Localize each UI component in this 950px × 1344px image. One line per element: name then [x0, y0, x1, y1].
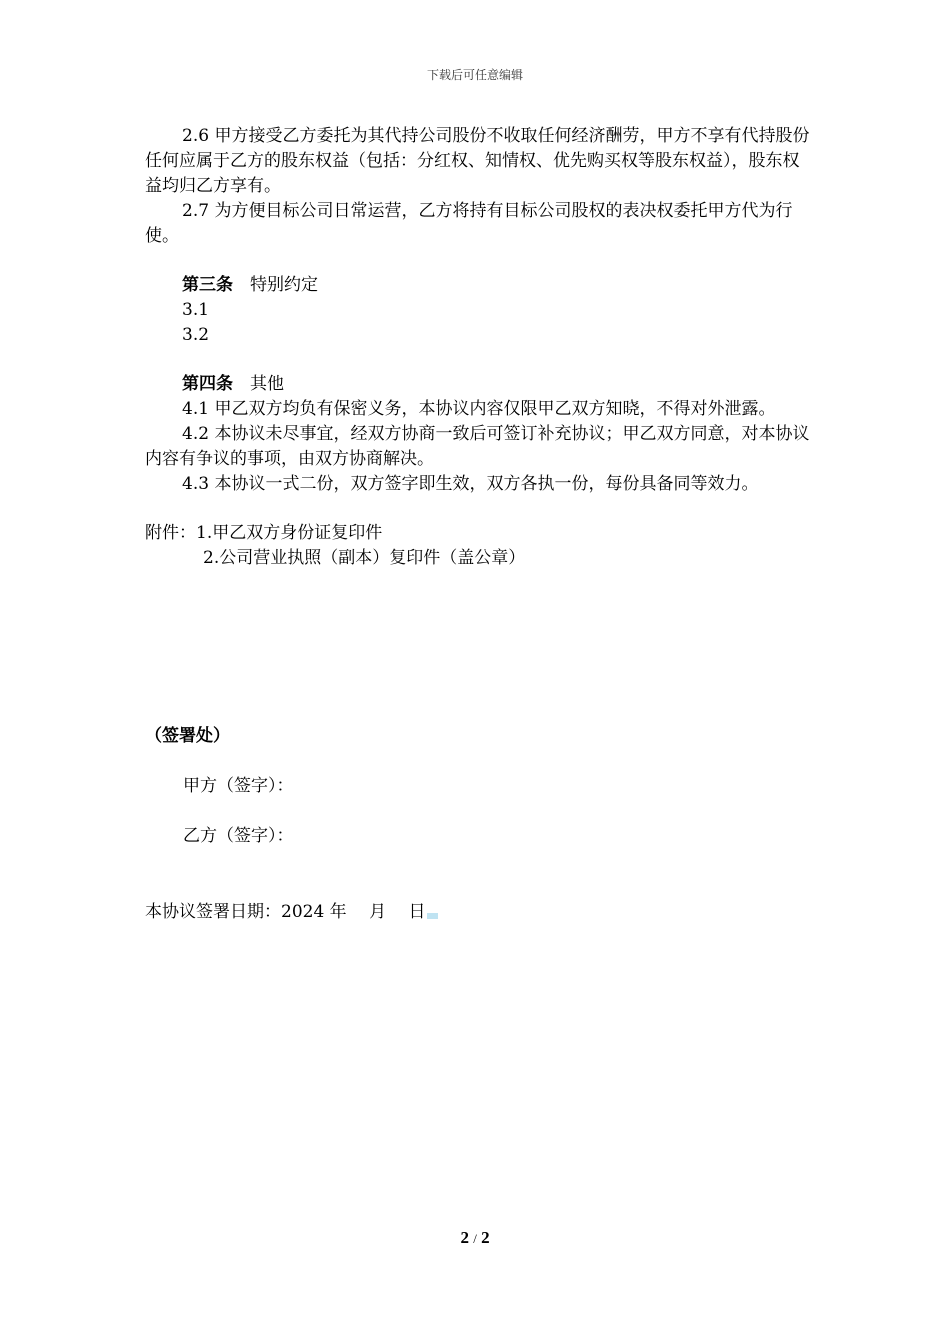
article-3-name: 特别约定: [250, 275, 318, 295]
attachment-line-1: [145, 521, 815, 546]
attachment-item-2: 2.公司营业执照（副本）复印件（盖公章）: [203, 548, 526, 568]
party-a-signature: 甲方（签字）：: [183, 776, 294, 796]
article-3-heading: [145, 273, 815, 298]
article-4-name: 其他: [250, 374, 284, 394]
page-number: [0, 1228, 950, 1248]
document-body: [145, 124, 815, 571]
party-b-signature: 乙方（签字）：: [183, 826, 294, 846]
page-current: 2: [460, 1228, 469, 1247]
signature-section-title: （签署处）: [145, 726, 230, 746]
clause-2-7: 2.7 为方便目标公司日常运营，乙方将持有目标公司股权的表决权委托甲方代为行使。: [145, 201, 793, 246]
clause-4-2: 4.2 本协议未尽事宜，经双方协商一致后可签订补充协议；甲乙双方同意，对本协议内容有争议的事项，由双方协商解决。: [145, 424, 810, 469]
clause-4-3: 4.3 本协议一式二份，双方签字即生效，双方各执一份，每份具备同等效力。: [182, 474, 759, 494]
text-cursor-marker: [427, 913, 438, 919]
signing-date: 本协议签署日期：2024 年 月 日: [145, 902, 426, 922]
article-4-number: 第四条: [182, 374, 233, 394]
clause-4-1: 4.1 甲乙双方均负有保密义务，本协议内容仅限甲乙双方知晓，不得对外泄露。: [182, 399, 776, 419]
signing-date-line: [145, 897, 438, 922]
clause-2-6: 2.6 甲方接受乙方委托为其代持公司股份不收取任何经济酬劳，甲方不享有代持股份任何应属于乙方的股东权益（包括：分红权、知情权、优先购买权等股东权益），股东权益均归乙方享有。: [145, 126, 810, 196]
article-3-number: 第三条: [182, 275, 233, 295]
attachment-label: 附件：: [145, 523, 196, 543]
clause-3-1: 3.1: [182, 300, 210, 320]
clause-3-2: 3.2: [182, 325, 210, 345]
attachment-item-1: 1.甲乙双方身份证复印件: [196, 523, 383, 543]
page-header: 下载后可任意编辑: [426, 68, 523, 82]
page-separator: /: [473, 1231, 477, 1246]
article-4-heading: [145, 372, 815, 397]
page-total: 2: [481, 1228, 490, 1247]
